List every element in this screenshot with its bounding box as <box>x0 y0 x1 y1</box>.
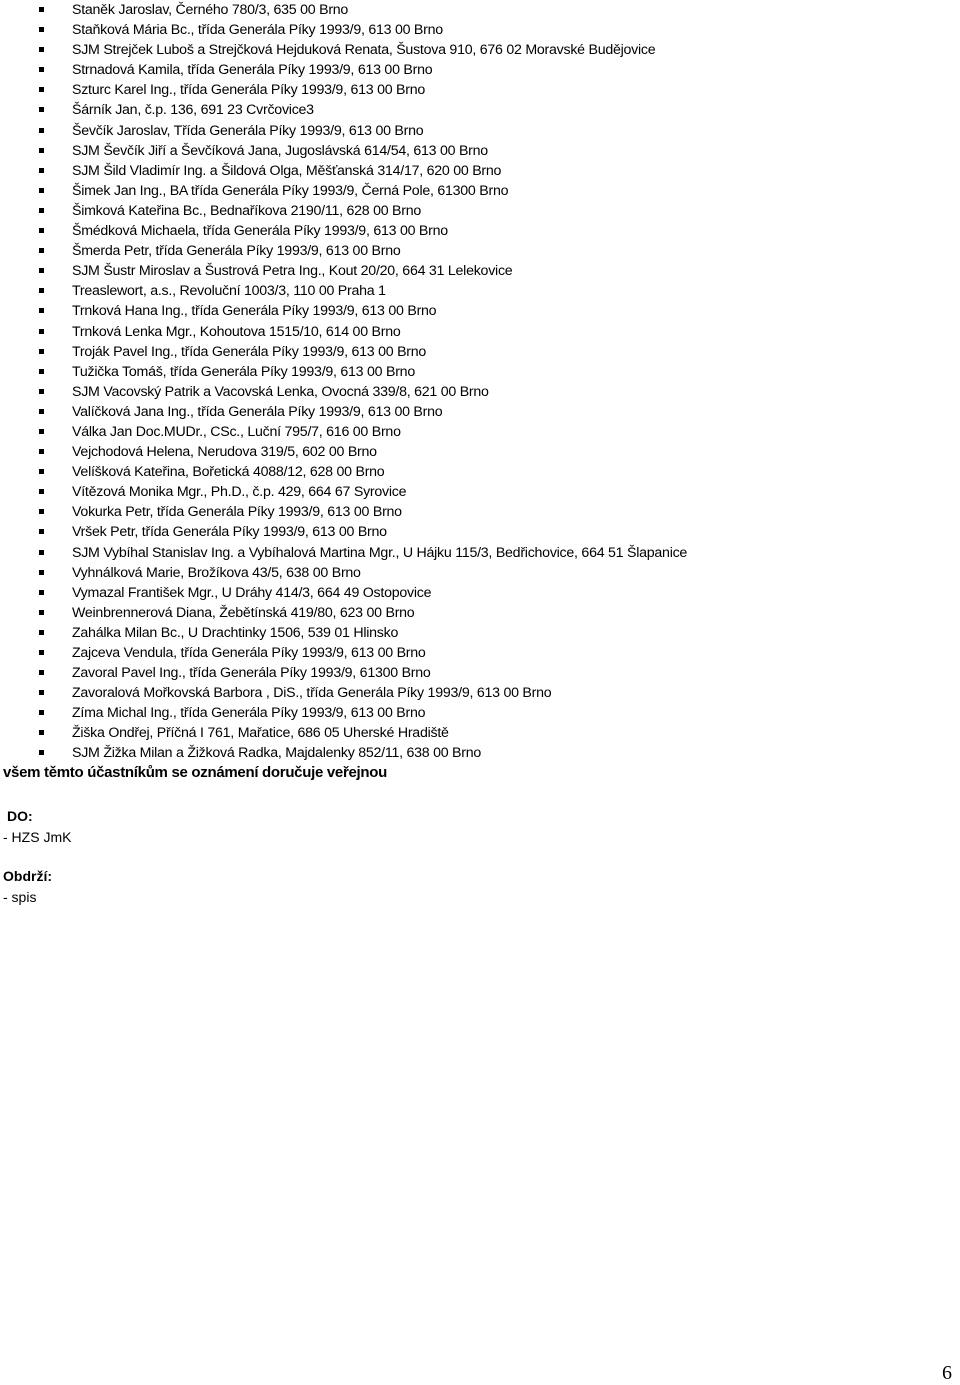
participant-list-item <box>0 603 687 623</box>
participant-text: Vejchodová Helena, Nerudova 319/5, 602 00 Brno <box>72 444 377 461</box>
participant-text: Zavoralová Mořkovská Barbora , DiS., třída Generála Píky 1993/9, 613 00 Brno <box>72 685 552 702</box>
participant-list-item <box>0 141 687 161</box>
square-bullet-icon <box>39 690 44 695</box>
participant-list-item <box>0 663 687 683</box>
participant-text: Vyhnálková Marie, Brožíkova 43/5, 638 00 Brno <box>72 564 361 581</box>
participant-list-item <box>0 543 687 563</box>
participant-list-item <box>0 0 687 20</box>
square-bullet-icon <box>39 429 44 434</box>
participant-list-item <box>0 402 687 422</box>
participant-text: Šimková Kateřina Bc., Bednaříkova 2190/11, 628 00 Brno <box>72 202 422 219</box>
participant-text: Vokurka Petr, třída Generála Píky 1993/9, 613 00 Brno <box>72 504 402 521</box>
participant-list-item <box>0 201 687 221</box>
participant-text: SJM Šild Vladimír Ing. a Šildová Olga, Měšťanská 314/17, 620 00 Brno <box>72 162 502 179</box>
square-bullet-icon <box>39 268 44 273</box>
participant-text: Strnadová Kamila, třída Generála Píky 1993/9, 613 00 Brno <box>72 62 433 79</box>
participant-text: Zíma Michal Ing., třída Generála Píky 1993/9, 613 00 Brno <box>72 705 426 722</box>
participant-text: SJM Vybíhal Stanislav Ing. a Vybíhalová Martina Mgr., U Hájku 115/3, Bedřichovice, 664 51 Šlapanice <box>72 544 688 561</box>
participant-list-item <box>0 40 687 60</box>
participant-text: SJM Vacovský Patrik a Vacovská Lenka, Ovocná 339/8, 621 00 Brno <box>72 383 489 400</box>
square-bullet-icon <box>39 650 44 655</box>
square-bullet-icon <box>39 670 44 675</box>
participant-list-item <box>0 342 687 362</box>
participant-text: Šmerda Petr, třída Generála Píky 1993/9, 613 00 Brno <box>72 243 401 260</box>
participant-list-item <box>0 221 687 241</box>
participant-text: SJM Ševčík Jiří a Ševčíková Jana, Jugoslávská 614/54, 613 00 Brno <box>72 142 488 159</box>
participant-text: Trnková Hana Ing., třída Generála Píky 1993/9, 613 00 Brno <box>72 303 437 320</box>
participant-list-item <box>0 683 687 703</box>
participant-text: Tužička Tomáš, třída Generála Píky 1993/9, 613 00 Brno <box>72 363 415 380</box>
square-bullet-icon <box>39 529 44 534</box>
square-bullet-icon <box>39 610 44 615</box>
participant-text: Staněk Jaroslav, Černého 780/3, 635 00 Brno <box>72 2 349 18</box>
participant-text: Válka Jan Doc.MUDr., CSc., Luční 795/7, 616 00 Brno <box>72 423 401 440</box>
obdrzi-recipient: - spis <box>3 889 37 905</box>
participant-list-item <box>0 462 687 482</box>
participant-list-item <box>0 442 687 462</box>
participant-list-item <box>0 583 687 603</box>
participant-text: Šmédková Michaela, třída Generála Píky 1993/9, 613 00 Brno <box>72 223 448 240</box>
participant-list-item <box>0 703 687 723</box>
participant-list-item <box>0 623 687 643</box>
participant-list-item <box>0 482 687 502</box>
participant-list-item <box>0 643 687 663</box>
participant-list-item <box>0 743 687 763</box>
square-bullet-icon <box>39 47 44 52</box>
participant-list-item <box>0 161 687 181</box>
participant-text: Žiška Ondřej, Příčná I 761, Mařatice, 686 05 Uherské Hradiště <box>72 725 449 742</box>
square-bullet-icon <box>39 449 44 454</box>
participant-list-item <box>0 322 687 342</box>
square-bullet-icon <box>39 349 44 354</box>
participant-list-item <box>0 563 687 583</box>
square-bullet-icon <box>39 369 44 374</box>
square-bullet-icon <box>39 188 44 193</box>
participant-text: Treaslewort, a.s., Revoluční 1003/3, 110 00 Praha 1 <box>72 283 386 300</box>
participant-list-item <box>0 723 687 743</box>
obdrzi-label: Obdrží: <box>3 868 52 884</box>
participant-text: Weinbrennerová Diana, Žebětínská 419/80, 623 00 Brno <box>72 604 415 621</box>
participant-list-item <box>0 80 687 100</box>
do-recipient: - HZS JmK <box>3 829 72 845</box>
participant-list-item <box>0 362 687 382</box>
participant-text: SJM Šustr Miroslav a Šustrová Petra Ing., Kout 20/20, 664 31 Lelekovice <box>72 263 513 280</box>
participant-text: Vítězová Monika Mgr., Ph.D., č.p. 429, 664 67 Syrovice <box>72 484 407 501</box>
square-bullet-icon <box>39 107 44 112</box>
participant-text: Valíčková Jana Ing., třída Generála Píky 1993/9, 613 00 Brno <box>72 403 443 420</box>
participant-text: Trnková Lenka Mgr., Kohoutova 1515/10, 614 00 Brno <box>72 323 401 340</box>
participant-list <box>0 0 687 764</box>
participant-text: Vymazal František Mgr., U Dráhy 414/3, 664 49 Ostopovice <box>72 584 432 601</box>
participant-list-item <box>0 301 687 321</box>
participant-text: Šárník Jan, č.p. 136, 691 23 Cvrčovice3 <box>72 102 314 119</box>
participant-list-item <box>0 281 687 301</box>
participant-text: Velíšková Kateřina, Bořetická 4088/12, 628 00 Brno <box>72 464 385 481</box>
do-label: DO: <box>7 808 33 824</box>
square-bullet-icon <box>39 128 44 133</box>
participant-text: SJM Strejček Luboš a Strejčková Hejduková Renata, Šustova 910, 676 02 Moravské Budějovice <box>72 42 656 59</box>
participant-list-item <box>0 100 687 120</box>
square-bullet-icon <box>39 67 44 72</box>
square-bullet-icon <box>39 489 44 494</box>
participant-list-item <box>0 20 687 40</box>
square-bullet-icon <box>39 389 44 394</box>
square-bullet-icon <box>39 570 44 575</box>
square-bullet-icon <box>39 329 44 334</box>
participant-list-item <box>0 261 687 281</box>
participant-list-item <box>0 422 687 442</box>
page-number: 6 <box>942 1362 952 1384</box>
participant-text: Šimek Jan Ing., BA třída Generála Píky 1993/9, Černá Pole, 61300 Brno <box>72 182 509 199</box>
participant-text: Zavoral Pavel Ing., třída Generála Píky 1993/9, 61300 Brno <box>72 665 431 682</box>
square-bullet-icon <box>39 228 44 233</box>
square-bullet-icon <box>39 550 44 555</box>
square-bullet-icon <box>39 248 44 253</box>
participant-list-item <box>0 502 687 522</box>
square-bullet-icon <box>39 288 44 293</box>
square-bullet-icon <box>39 168 44 173</box>
square-bullet-icon <box>39 27 44 32</box>
participant-list-item <box>0 382 687 402</box>
participant-text: Vršek Petr, třída Generála Píky 1993/9, 613 00 Brno <box>72 524 387 541</box>
participant-list-item <box>0 60 687 80</box>
participant-list-item <box>0 522 687 542</box>
participant-text: Troják Pavel Ing., třída Generála Píky 1993/9, 613 00 Brno <box>72 343 427 360</box>
square-bullet-icon <box>39 208 44 213</box>
participant-list-item <box>0 121 687 141</box>
square-bullet-icon <box>39 87 44 92</box>
participant-text: Zajceva Vendula, třída Generála Píky 1993/9, 613 00 Brno <box>72 645 426 661</box>
square-bullet-icon <box>39 148 44 153</box>
participant-text: Ševčík Jaroslav, Třída Generála Píky 1993/9, 613 00 Brno <box>72 122 424 139</box>
square-bullet-icon <box>39 509 44 514</box>
participant-text: Zahálka Milan Bc., U Drachtinky 1506, 539 01 Hlinsko <box>72 624 399 641</box>
participant-text: Szturc Karel Ing., třída Generála Píky 1993/9, 613 00 Brno <box>72 82 426 99</box>
square-bullet-icon <box>39 730 44 735</box>
square-bullet-icon <box>39 590 44 595</box>
square-bullet-icon <box>39 469 44 474</box>
square-bullet-icon <box>39 308 44 313</box>
square-bullet-icon <box>39 7 44 12</box>
square-bullet-icon <box>39 409 44 414</box>
square-bullet-icon <box>39 630 44 635</box>
participant-text: SJM Žižka Milan a Žižková Radka, Majdalenky 852/11, 638 00 Brno <box>72 745 482 762</box>
participant-text: Staňková Mária Bc., třída Generála Píky 1993/9, 613 00 Brno <box>72 22 443 39</box>
square-bullet-icon <box>39 710 44 715</box>
participant-list-item <box>0 181 687 201</box>
square-bullet-icon <box>39 750 44 755</box>
participant-list-item <box>0 241 687 261</box>
public-notice-text: všem těmto účastníkům se oznámení doručuje veřejnou <box>3 764 387 781</box>
